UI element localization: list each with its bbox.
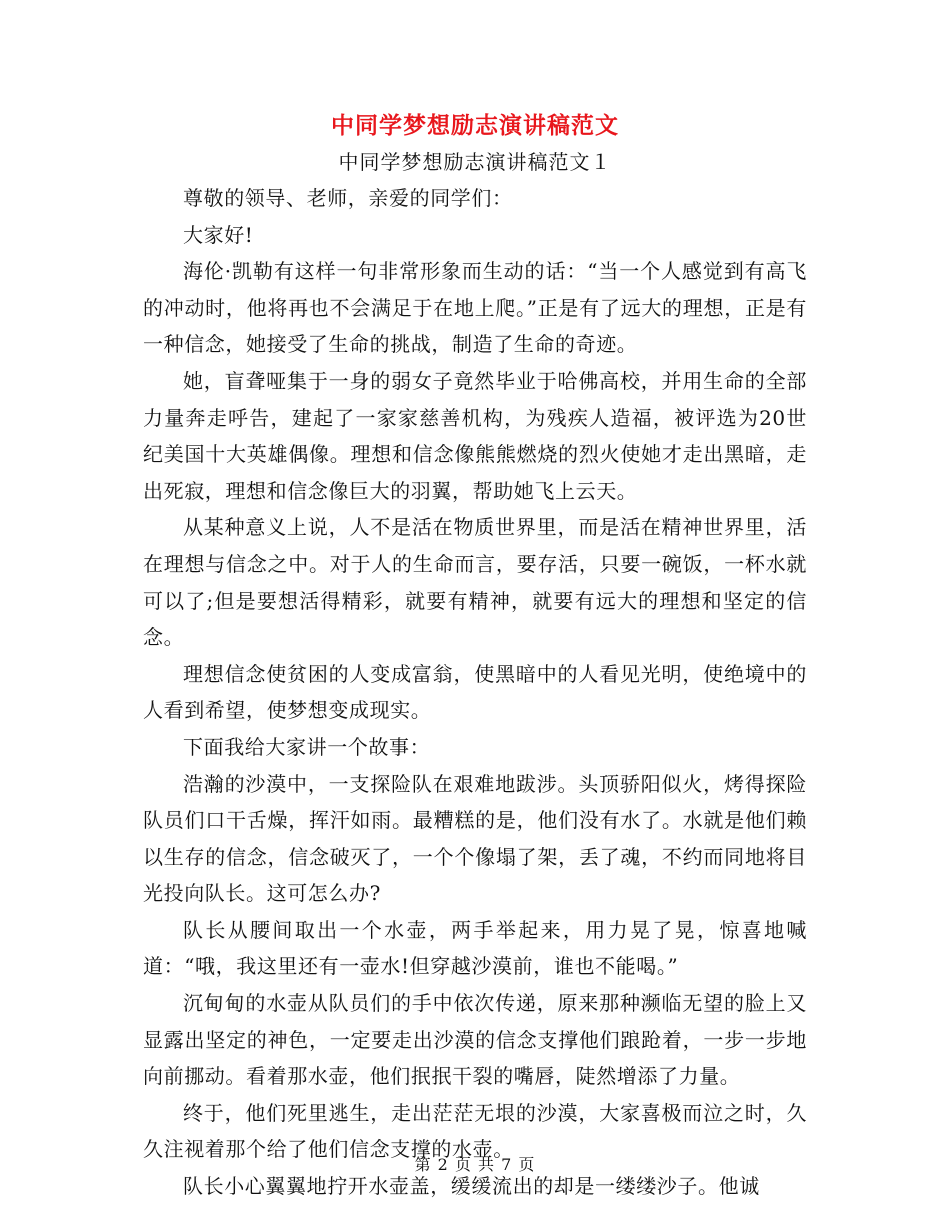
paragraph-10: 沉甸甸的水壶从队员们的手中依次传递，原来那种濒临无望的脸上又显露出坚定的神色，一定要走出沙漠的信念支撑他们踉跄着，一步一步地向前挪动。看着那水壶，他们抿抿干裂的嘴唇，陡然增添了力量。 xyxy=(143,991,807,1089)
page-number-label: 第 2 页 共 7 页 xyxy=(414,1155,536,1174)
paragraph-5: 从某种意义上说，人不是活在物质世界里，而是活在精神世界里，活在理想与信念之中。对于人的生命而言，要存活，只要一碗饭，一杯水就可以了;但是要想活得精彩，就要有精神，就要有远大的理想和坚定的信念。 xyxy=(143,515,807,650)
document-subtitle: 中同学梦想励志演讲稿范文１ xyxy=(338,150,612,174)
paragraph-12: 队长小心翼翼地拧开水壶盖，缓缓流出的却是一缕缕沙子。他诚 xyxy=(183,1174,760,1199)
paragraph-7: 下面我给大家讲一个故事： xyxy=(183,734,431,759)
paragraph-11: 终于，他们死里逃生，走出茫茫无垠的沙漠，大家喜极而泣之时，久久注视着那个给了他们信念支撑的水壶。 xyxy=(143,1100,807,1162)
page-footer xyxy=(0,1153,950,1177)
paragraph-9: 队长从腰间取出一个水壶，两手举起来，用力晃了晃，惊喜地喊道：“哦，我这里还有一壶水!但穿越沙漠前，谁也不能喝。” xyxy=(143,917,807,979)
paragraph-2: 大家好! xyxy=(183,222,254,247)
paragraph-4: 她，盲聋哑集于一身的弱女子竟然毕业于哈佛高校，并用生命的全部力量奔走呼告，建起了一家家慈善机构，为残疾人造福，被评选为20世纪美国十大英雄偶像。理想和信念像熊熊燃烧的烈火使她才走出黑暗，走出死寂，理想和信念像巨大的羽翼，帮助她飞上云天。 xyxy=(143,368,807,503)
paragraph-6: 理想信念使贫困的人变成富翁，使黑暗中的人看见光明，使绝境中的人看到希望，使梦想变成现实。 xyxy=(143,661,807,723)
document-body xyxy=(143,180,807,1205)
paragraph-1: 尊敬的领导、老师，亲爱的同学们： xyxy=(183,186,513,210)
paragraph-3: 海伦·凯勒有这样一句非常形象而生动的话：“当一个人感觉到有高飞的冲动时，他将再也不会满足于在地上爬。”正是有了远大的理想，正是有一种信念，她接受了生命的挑战，制造了生命的奇迹。 xyxy=(143,259,807,357)
document-title: 中同学梦想励志演讲稿范文 xyxy=(331,112,619,139)
paragraph-8: 浩瀚的沙漠中，一支探险队在艰难地跋涉。头顶骄阳似火，烤得探险队员们口干舌燥，挥汗如雨。最糟糕的是，他们没有水了。水就是他们赖以生存的信念，信念破灭了，一个个像塌了架，丢了魂，不约而同地将目光投向队长。这可怎么办? xyxy=(143,771,807,906)
